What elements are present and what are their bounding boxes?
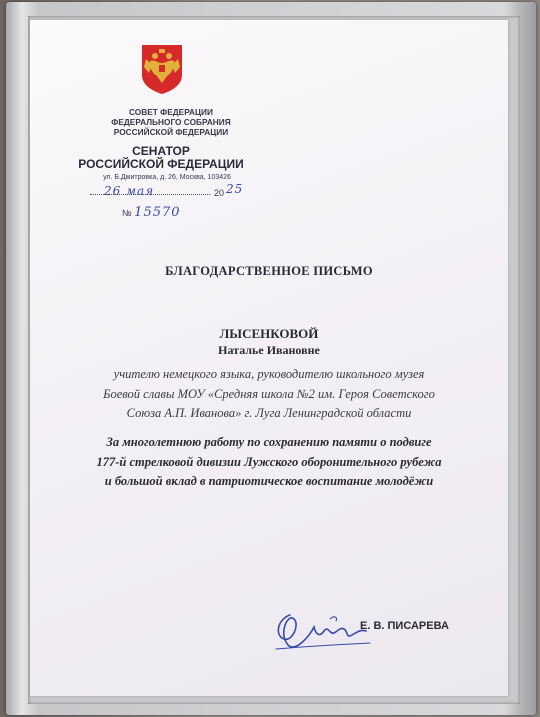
description-line: Боевой славы МОУ «Средняя школа №2 им. Героя Советского	[103, 386, 435, 401]
recipient-surname: ЛЫСЕНКОВОЙ	[219, 326, 319, 341]
org-line: РОССИЙСКОЙ ФЕДЕРАЦИИ	[113, 127, 229, 137]
senator-header	[75, 145, 247, 171]
signer-name: Е. В. ПИСАРЕВА	[360, 620, 449, 632]
registration-number	[122, 205, 242, 220]
senator-line: СЕНАТОР	[132, 144, 190, 158]
org-line: СОВЕТ ФЕДЕРАЦИИ	[129, 107, 213, 117]
address: ул. Б.Дмитровка, д. 26, Москва, 103426	[103, 174, 231, 181]
reason-line: 177-й стрелковой дивизии Лужского оборонительного рубежа	[96, 454, 442, 469]
organization-header	[85, 107, 257, 137]
org-line: ФЕДЕРАЛЬНОГО СОБРАНИЯ	[111, 117, 231, 127]
russian-coat-of-arms-icon	[140, 43, 184, 95]
handwritten-date: 26 мая	[104, 184, 155, 198]
reason-line: За многолетнюю работу по сохранению памяти о подвиге	[106, 435, 432, 449]
description-line: Союза А.П. Иванова» г. Луга Ленинградской области	[126, 406, 412, 420]
senator-line: РОССИЙСКОЙ ФЕДЕРАЦИИ	[78, 157, 244, 171]
description-line: учителю немецкого языка, руководителю школьного музея	[113, 367, 425, 381]
document-title: БЛАГОДАРСТВЕННОЕ ПИСЬМО	[165, 264, 373, 278]
certificate-paper	[30, 20, 508, 696]
recipient-given-name: Наталье Ивановне	[218, 343, 320, 357]
handwritten-number: 15570	[134, 205, 181, 220]
date-line	[90, 182, 250, 202]
handwritten-year: 25	[226, 182, 244, 196]
award-reason	[30, 433, 508, 492]
recipient-description	[30, 365, 508, 424]
date-year-prefix: 20	[214, 188, 225, 198]
handwritten-signature	[270, 605, 380, 660]
number-label: №	[122, 208, 132, 218]
reason-line: и большой вклад в патриотическое воспитание молодёжи	[104, 474, 434, 488]
